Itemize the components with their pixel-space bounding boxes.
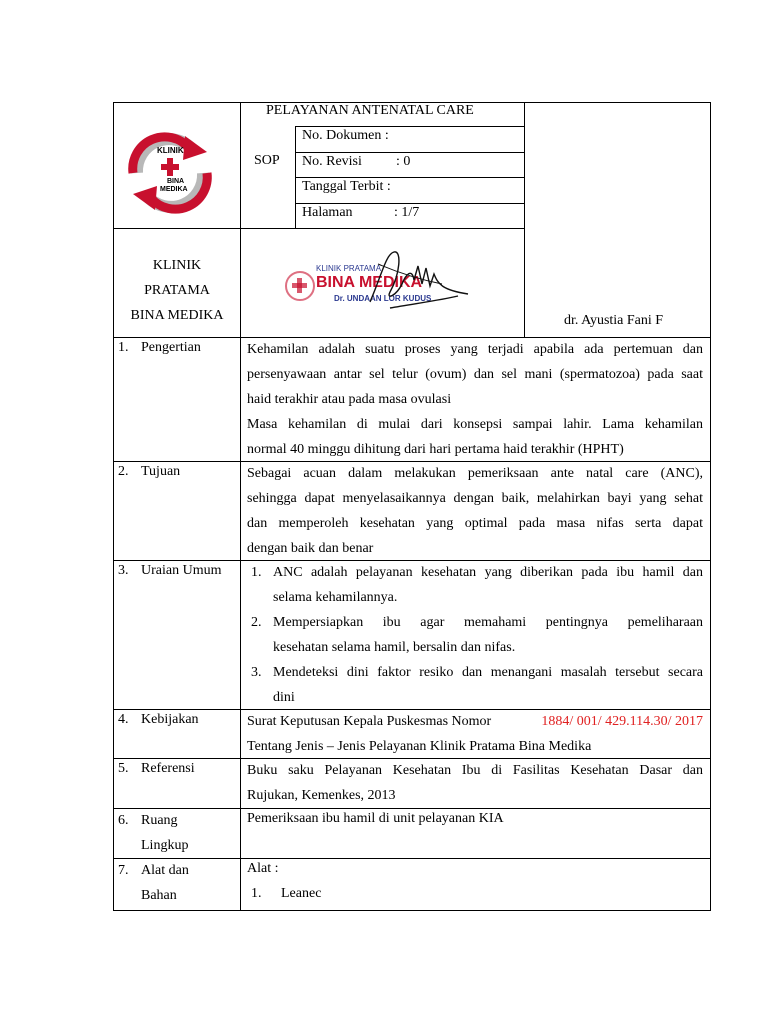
list-item bbox=[273, 610, 703, 660]
document-title: PELAYANAN ANTENATAL CARE bbox=[266, 103, 474, 118]
logo-arrows-icon bbox=[115, 128, 225, 218]
section-label: Tujuan bbox=[141, 464, 181, 479]
table-border bbox=[710, 102, 711, 911]
halaman-value: : 1/7 bbox=[394, 205, 420, 220]
body-line: kesehatan selama hamil, bersalin dan nifas. bbox=[273, 640, 516, 655]
label-line: Bahan bbox=[141, 888, 177, 903]
section-label bbox=[141, 808, 188, 858]
section-number: 1. bbox=[118, 340, 129, 355]
section-label: Pengertian bbox=[141, 340, 201, 355]
label-line: Ruang bbox=[141, 813, 178, 828]
clinic-name bbox=[114, 253, 240, 328]
body-line: Sebagai acuan dalam melakukan pemeriksaan ante natal care (ANC), bbox=[247, 466, 703, 481]
body-line: Tentang Jenis – Jenis Pelayanan Klinik Pratama Bina Medika bbox=[247, 739, 592, 754]
table-border bbox=[295, 126, 296, 228]
section-body bbox=[247, 758, 703, 808]
section-number: 2. bbox=[118, 464, 129, 479]
body-line: Mempersiapkan ibu agar memahami pentingnya pemeliharaan bbox=[273, 615, 703, 630]
list-number: 3. bbox=[251, 665, 262, 680]
body-line: dini bbox=[273, 690, 295, 705]
alat-label: Alat : bbox=[247, 861, 279, 876]
signatory-name: dr. Ayustia Fani F bbox=[564, 313, 664, 328]
logo-text: BINA bbox=[167, 178, 185, 185]
body-line bbox=[247, 709, 703, 734]
table-border bbox=[524, 102, 525, 337]
body-line: Mendeteksi dini faktor resiko dan menangani masalah tersebut secara bbox=[273, 665, 703, 680]
policy-number: 1884/ 001/ 429.114.30/ 2017 bbox=[541, 714, 703, 729]
section-body bbox=[247, 461, 703, 561]
sop-label: SOP bbox=[254, 153, 280, 168]
section-number: 6. bbox=[118, 813, 129, 828]
body-line: Masa kehamilan di mulai dari konsepsi sampai lahir. Lama kehamilan bbox=[247, 417, 703, 432]
body-line: persenyawaan antar sel telur (ovum) dan sel mani (spermatozoa) pada saat bbox=[247, 367, 703, 382]
body-line: normal 40 minggu dihitung dari hari pertama haid terakhir (HPHT) bbox=[247, 442, 624, 457]
section-number: 4. bbox=[118, 712, 129, 727]
halaman-label: Halaman bbox=[302, 205, 353, 220]
policy-text: Surat Keputusan Kepala Puskesmas Nomor bbox=[247, 714, 492, 729]
stamp-text: Dr. UNDAAN LOR KUDUS bbox=[334, 294, 432, 303]
section-number: 3. bbox=[118, 563, 129, 578]
table-border bbox=[240, 102, 241, 911]
clinic-logo bbox=[115, 128, 225, 218]
list-number: 2. bbox=[251, 615, 262, 630]
body-line: selama kehamilannya. bbox=[273, 590, 398, 605]
clinic-name-line: PRATAMA bbox=[144, 283, 210, 298]
section-label: Kebijakan bbox=[141, 712, 199, 727]
stamp-text: BINA MEDIKA bbox=[316, 274, 423, 291]
section-number: 7. bbox=[118, 863, 129, 878]
body-line: sehingga dapat menyelasaikannya dengan baik, melahirkan bayi yang sehat bbox=[247, 491, 703, 506]
signature-icon bbox=[282, 244, 472, 324]
section-body bbox=[247, 709, 703, 759]
tanggal-terbit-label: Tanggal Terbit : bbox=[302, 179, 391, 194]
list-item: Leanec bbox=[281, 886, 322, 901]
body-line: haid terakhir atau pada masa ovulasi bbox=[247, 392, 452, 407]
body-line: dan memperoleh kesehatan yang optimal pada masa nifas serta dapat bbox=[247, 516, 703, 531]
body-line: dengan baik dan benar bbox=[247, 541, 374, 556]
clinic-name-line: BINA MEDIKA bbox=[130, 308, 224, 323]
table-border bbox=[113, 102, 114, 911]
table-border bbox=[113, 910, 711, 911]
stamp-text: KLINIK PRATAMA bbox=[316, 264, 382, 273]
section-label: Uraian Umum bbox=[141, 563, 222, 578]
no-dokumen-label: No. Dokumen : bbox=[302, 128, 389, 143]
body-line: Rujukan, Kemenkes, 2013 bbox=[247, 788, 396, 803]
no-revisi-label: No. Revisi bbox=[302, 154, 362, 169]
section-body: Pemeriksaan ibu hamil di unit pelayanan KIA bbox=[247, 811, 504, 826]
section-label: Referensi bbox=[141, 761, 195, 776]
clinic-stamp bbox=[282, 244, 472, 324]
list-number: 1. bbox=[251, 565, 262, 580]
table-border bbox=[113, 858, 711, 859]
section-label bbox=[141, 858, 189, 908]
label-line: Alat dan bbox=[141, 863, 189, 878]
logo-text: MEDIKA bbox=[160, 186, 188, 193]
body-line: Kehamilan adalah suatu proses yang terjadi apabila ada pertemuan dan bbox=[247, 342, 703, 357]
no-revisi-value: : 0 bbox=[396, 154, 411, 169]
section-number: 5. bbox=[118, 761, 129, 776]
section-body bbox=[247, 337, 703, 462]
label-line: Lingkup bbox=[141, 838, 189, 853]
logo-text: KLINIK bbox=[157, 146, 184, 155]
table-border bbox=[113, 228, 524, 229]
body-line: Buku saku Pelayanan Kesehatan Ibu di Fasilitas Kesehatan Dasar dan bbox=[247, 763, 703, 778]
list-item bbox=[273, 660, 703, 710]
body-line: ANC adalah pelayanan kesehatan yang diberikan pada ibu hamil dan bbox=[273, 565, 703, 580]
list-number: 1. bbox=[251, 886, 262, 901]
list-item bbox=[273, 560, 703, 610]
clinic-name-line: KLINIK bbox=[152, 258, 202, 273]
